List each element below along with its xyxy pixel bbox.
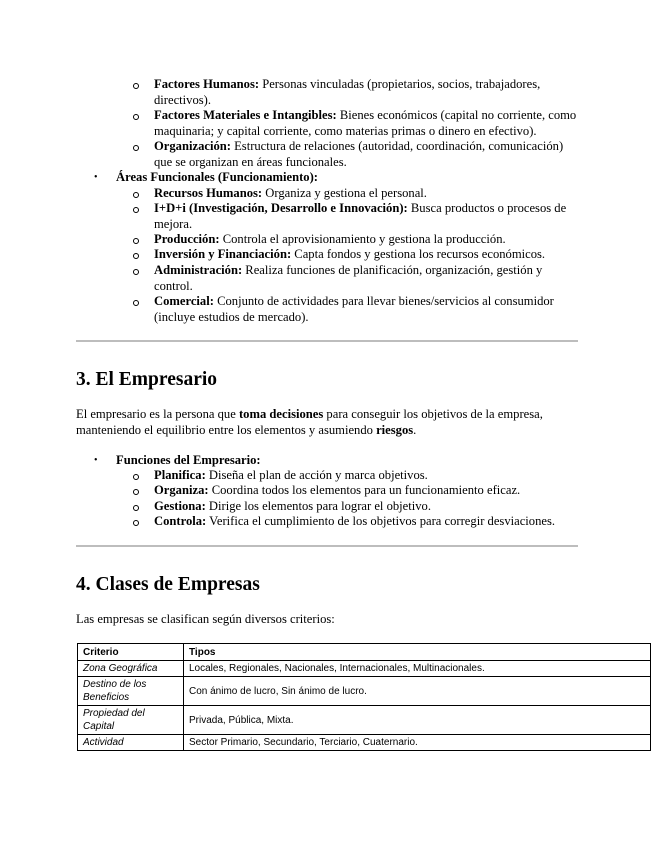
bullet-icon: • [94,455,98,466]
table-cell: Actividad [78,735,184,751]
table-cell: Destino de los Beneficios [78,677,184,706]
list-item: Factores Humanos: Personas vinculadas (propietarios, socios, trabajadores, directivos). [154,77,541,107]
circle-bullet-icon [133,83,139,89]
list-item: Controla: Verifica el cumplimiento de los objetivos para corregir desviaciones. [154,514,556,528]
circle-bullet-icon [133,300,139,306]
circle-bullet-icon [133,192,139,198]
circle-bullet-icon [133,238,139,244]
list-item: I+D+i (Investigación, Desarrollo e Innovación): Busca productos o procesos de mejora. [154,201,567,231]
table-cell: Sector Primario, Secundario, Terciario, Cuaternario. [184,735,651,751]
bullet-icon: • [94,172,98,183]
column-header: Tipos [184,644,651,661]
column-header: Criterio [78,644,184,661]
table-cell: Privada, Pública, Mixta. [184,706,651,735]
list-item: Organización: Estructura de relaciones (autoridad, coordinación, comunicación) que se organizan en áreas funcionales. [154,139,564,169]
list-item: Comercial: Conjunto de actividades para llevar bienes/servicios al consumidor (incluye estudios de mercado). [154,294,554,324]
list-item: Factores Materiales e Intangibles: Bienes económicos (capital no corriente, como maquinaria; y capital corriente, como materias primas o dinero en efectivo). [154,108,577,138]
table-row [78,706,651,735]
divider [76,545,578,547]
list-heading: Funciones del Empresario: [116,453,261,467]
paragraph: Las empresas se clasifican según diversos criterios: [76,612,335,626]
table-header-row [78,644,651,661]
table-cell: Con ánimo de lucro, Sin ánimo de lucro. [184,677,651,706]
list-item: Administración: Realiza funciones de planificación, organización, gestión y control. [154,263,543,293]
section-heading: 4. Clases de Empresas [76,574,260,595]
circle-bullet-icon [133,253,139,259]
table-cell: Locales, Regionales, Nacionales, Internacionales, Multinacionales. [184,661,651,677]
divider [76,340,578,342]
circle-bullet-icon [133,207,139,213]
table-cell: Propiedad del Capital [78,706,184,735]
circle-bullet-icon [133,145,139,151]
section-heading: 3. El Empresario [76,369,218,390]
circle-bullet-icon [133,269,139,275]
table-row [78,735,651,751]
circle-bullet-icon [133,114,139,120]
circle-bullet-icon [133,505,139,511]
list-item: Organiza: Coordina todos los elementos para un funcionamiento eficaz. [154,483,521,497]
table-cell: Zona Geográfica [78,661,184,677]
paragraph: El empresario es la persona que toma decisiones para conseguir los objetivos de la empresa, manteniendo el equilibrio entre los elementos y asumiendo riesgos. [76,407,543,437]
list-item: Inversión y Financiación: Capta fondos y gestiona los recursos económicos. [154,247,546,261]
criteria-table [77,643,651,751]
list-item: Gestiona: Dirige los elementos para lograr el objetivo. [154,499,431,513]
list-item: Recursos Humanos: Organiza y gestiona el personal. [154,186,427,200]
table-row [78,661,651,677]
list-item: Producción: Controla el aprovisionamiento y gestiona la producción. [154,232,506,246]
list-item: Planifica: Diseña el plan de acción y marca objetivos. [154,468,428,482]
table-row [78,677,651,706]
circle-bullet-icon [133,489,139,495]
circle-bullet-icon [133,474,139,480]
list-heading: Áreas Funcionales (Funcionamiento): [116,170,318,184]
circle-bullet-icon [133,520,139,526]
